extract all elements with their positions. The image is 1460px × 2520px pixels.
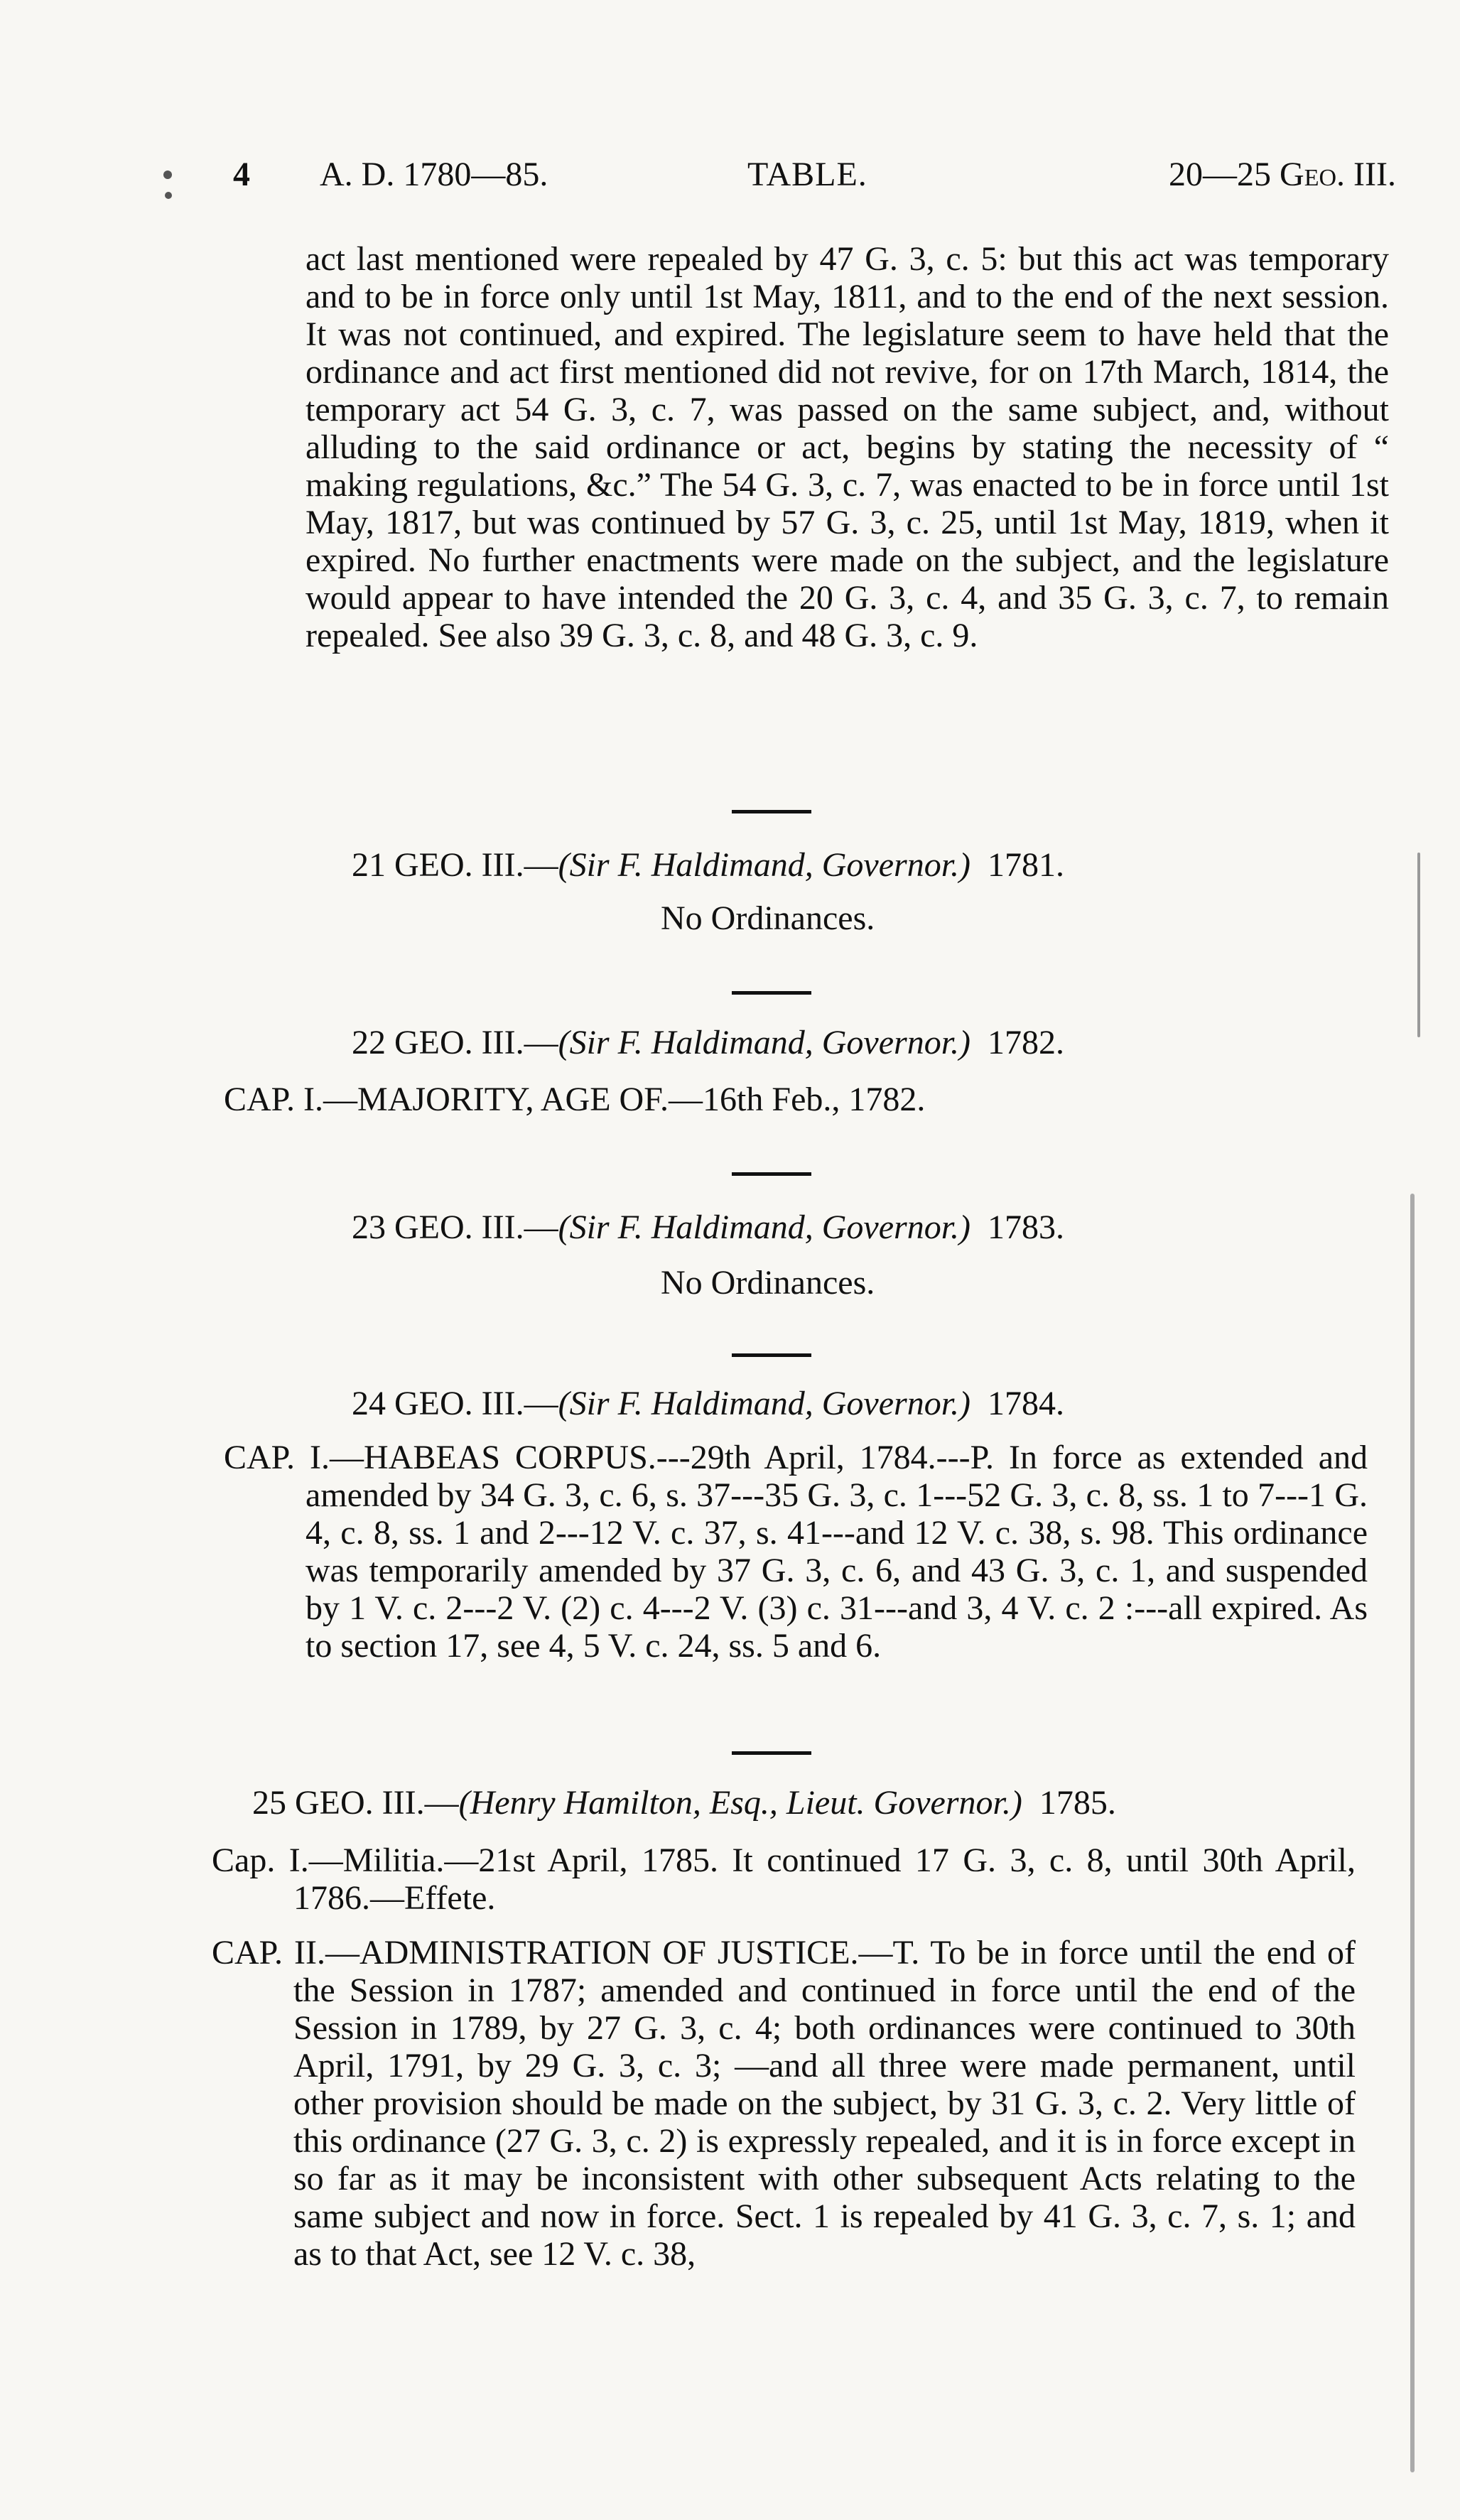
cap-entry-administration-of-justice: CAP. II.—ADMINISTRATION OF JUSTICE.—T. To be in force until the end of the Session in 1787; amended and continued in force until the end of the Session in 1789, by 27 G. 3, c. 4; both ordinances were continued to 30th April, 1791, by 29 G. 3, c. 3; —and all three were made permanent, until other provision should be made on the subject, by 31 G. 3, c. 2. Very little of this ordinance (27 G. 3, c. 2) is expressly repealed, and it is in force except in so far as it may be inconsistent with other subsequent Acts relating to the same subject and now in force. Sect. 1 is repealed by 41 G. 3, c. 7, s. 1; and as to that Act, see 12 V. c. 38,	[212, 1934, 1356, 2273]
header-years: A. D. 1780—85.	[320, 156, 548, 193]
scan-speck	[165, 192, 172, 199]
margin-mark	[1417, 853, 1420, 1037]
intro-paragraph: act last mentioned were repealed by 47 G. 3, c. 5: but this act was temporary and to be in force only until 1st May, 1811, and to the end of the next session. It was not continued, and expired. The legislature seem to have held that the ordinance and act first mentioned did not revive, for on 17th March, 1814, the temporary act 54 G. 3, c. 7, was passed on the same subject, and, without alluding to the said ordinance or act, begins by stating the necessity of “ making regulations, &c.” The 54 G. 3, c. 7, was enacted to be in force until 1st May, 1817, but was continued by 57 G. 3, c. 25, until 1st May, 1819, when it expired. No further enactments were made on the subject, and the legislature would appear to have intended the 20 G. 3, c. 4, and 35 G. 3, c. 7, to remain repealed. See also 39 G. 3, c. 8, and 48 G. 3, c. 9.	[305, 240, 1389, 654]
reign-heading: 25 GEO. III.—(Henry Hamilton, Esq., Lieut. Governor.) 1785.	[252, 1784, 1116, 1822]
section-divider	[732, 810, 811, 813]
running-header	[213, 155, 1396, 205]
reign-heading: 24 GEO. III.—(Sir F. Haldimand, Governor.) 1784.	[352, 1385, 1065, 1422]
section-divider	[732, 1751, 811, 1755]
margin-mark	[1410, 1194, 1415, 2472]
cap-entry: CAP. I.—HABEAS CORPUS.---29th April, 1784.---P. In force as extended and amended by 34 G. 3, c. 6, s. 37---35 G. 3, c. 1---52 G. 3, c. 8, ss. 1 to 7---1 G. 4, c. 8, ss. 1 and 2---12 V. c. 37, s. 41---and 12 V. c. 38, s. 98. This ordinance was temporarily amended by 37 G. 3, c. 6, and 43 G. 3, c. 1, and suspended by 1 V. c. 2---2 V. (2) c. 4---2 V. (3) c. 31---and 3, 4 V. c. 2 :---all expired. As to section 17, see 4, 5 V. c. 24, ss. 5 and 6.	[224, 1439, 1368, 1665]
section-divider	[732, 991, 811, 995]
section-divider	[732, 1353, 811, 1357]
reign-heading: 22 GEO. III.—(Sir F. Haldimand, Governor.) 1782.	[352, 1024, 1065, 1061]
page-number: 4	[233, 156, 250, 193]
cap-entry-militia: Cap. I.—Militia.—21st April, 1785. It continued 17 G. 3, c. 8, until 30th April, 1786.—Effete.	[212, 1842, 1356, 1917]
reign-heading: 21 GEO. III.—(Sir F. Haldimand, Governor.) 1781.	[352, 846, 1065, 884]
no-ordinances-note: No Ordinances.	[661, 899, 875, 937]
header-regnal-years: 20—25 Geo. III.	[1169, 156, 1396, 193]
no-ordinances-note: No Ordinances.	[661, 1264, 875, 1302]
reign-heading: 23 GEO. III.—(Sir F. Haldimand, Governor.) 1783.	[352, 1208, 1065, 1246]
cap-entry: CAP. I.—MAJORITY, AGE OF.—16th Feb., 1782.	[224, 1081, 926, 1118]
scan-speck	[163, 171, 172, 179]
header-title: TABLE.	[747, 156, 867, 193]
section-divider	[732, 1172, 811, 1176]
